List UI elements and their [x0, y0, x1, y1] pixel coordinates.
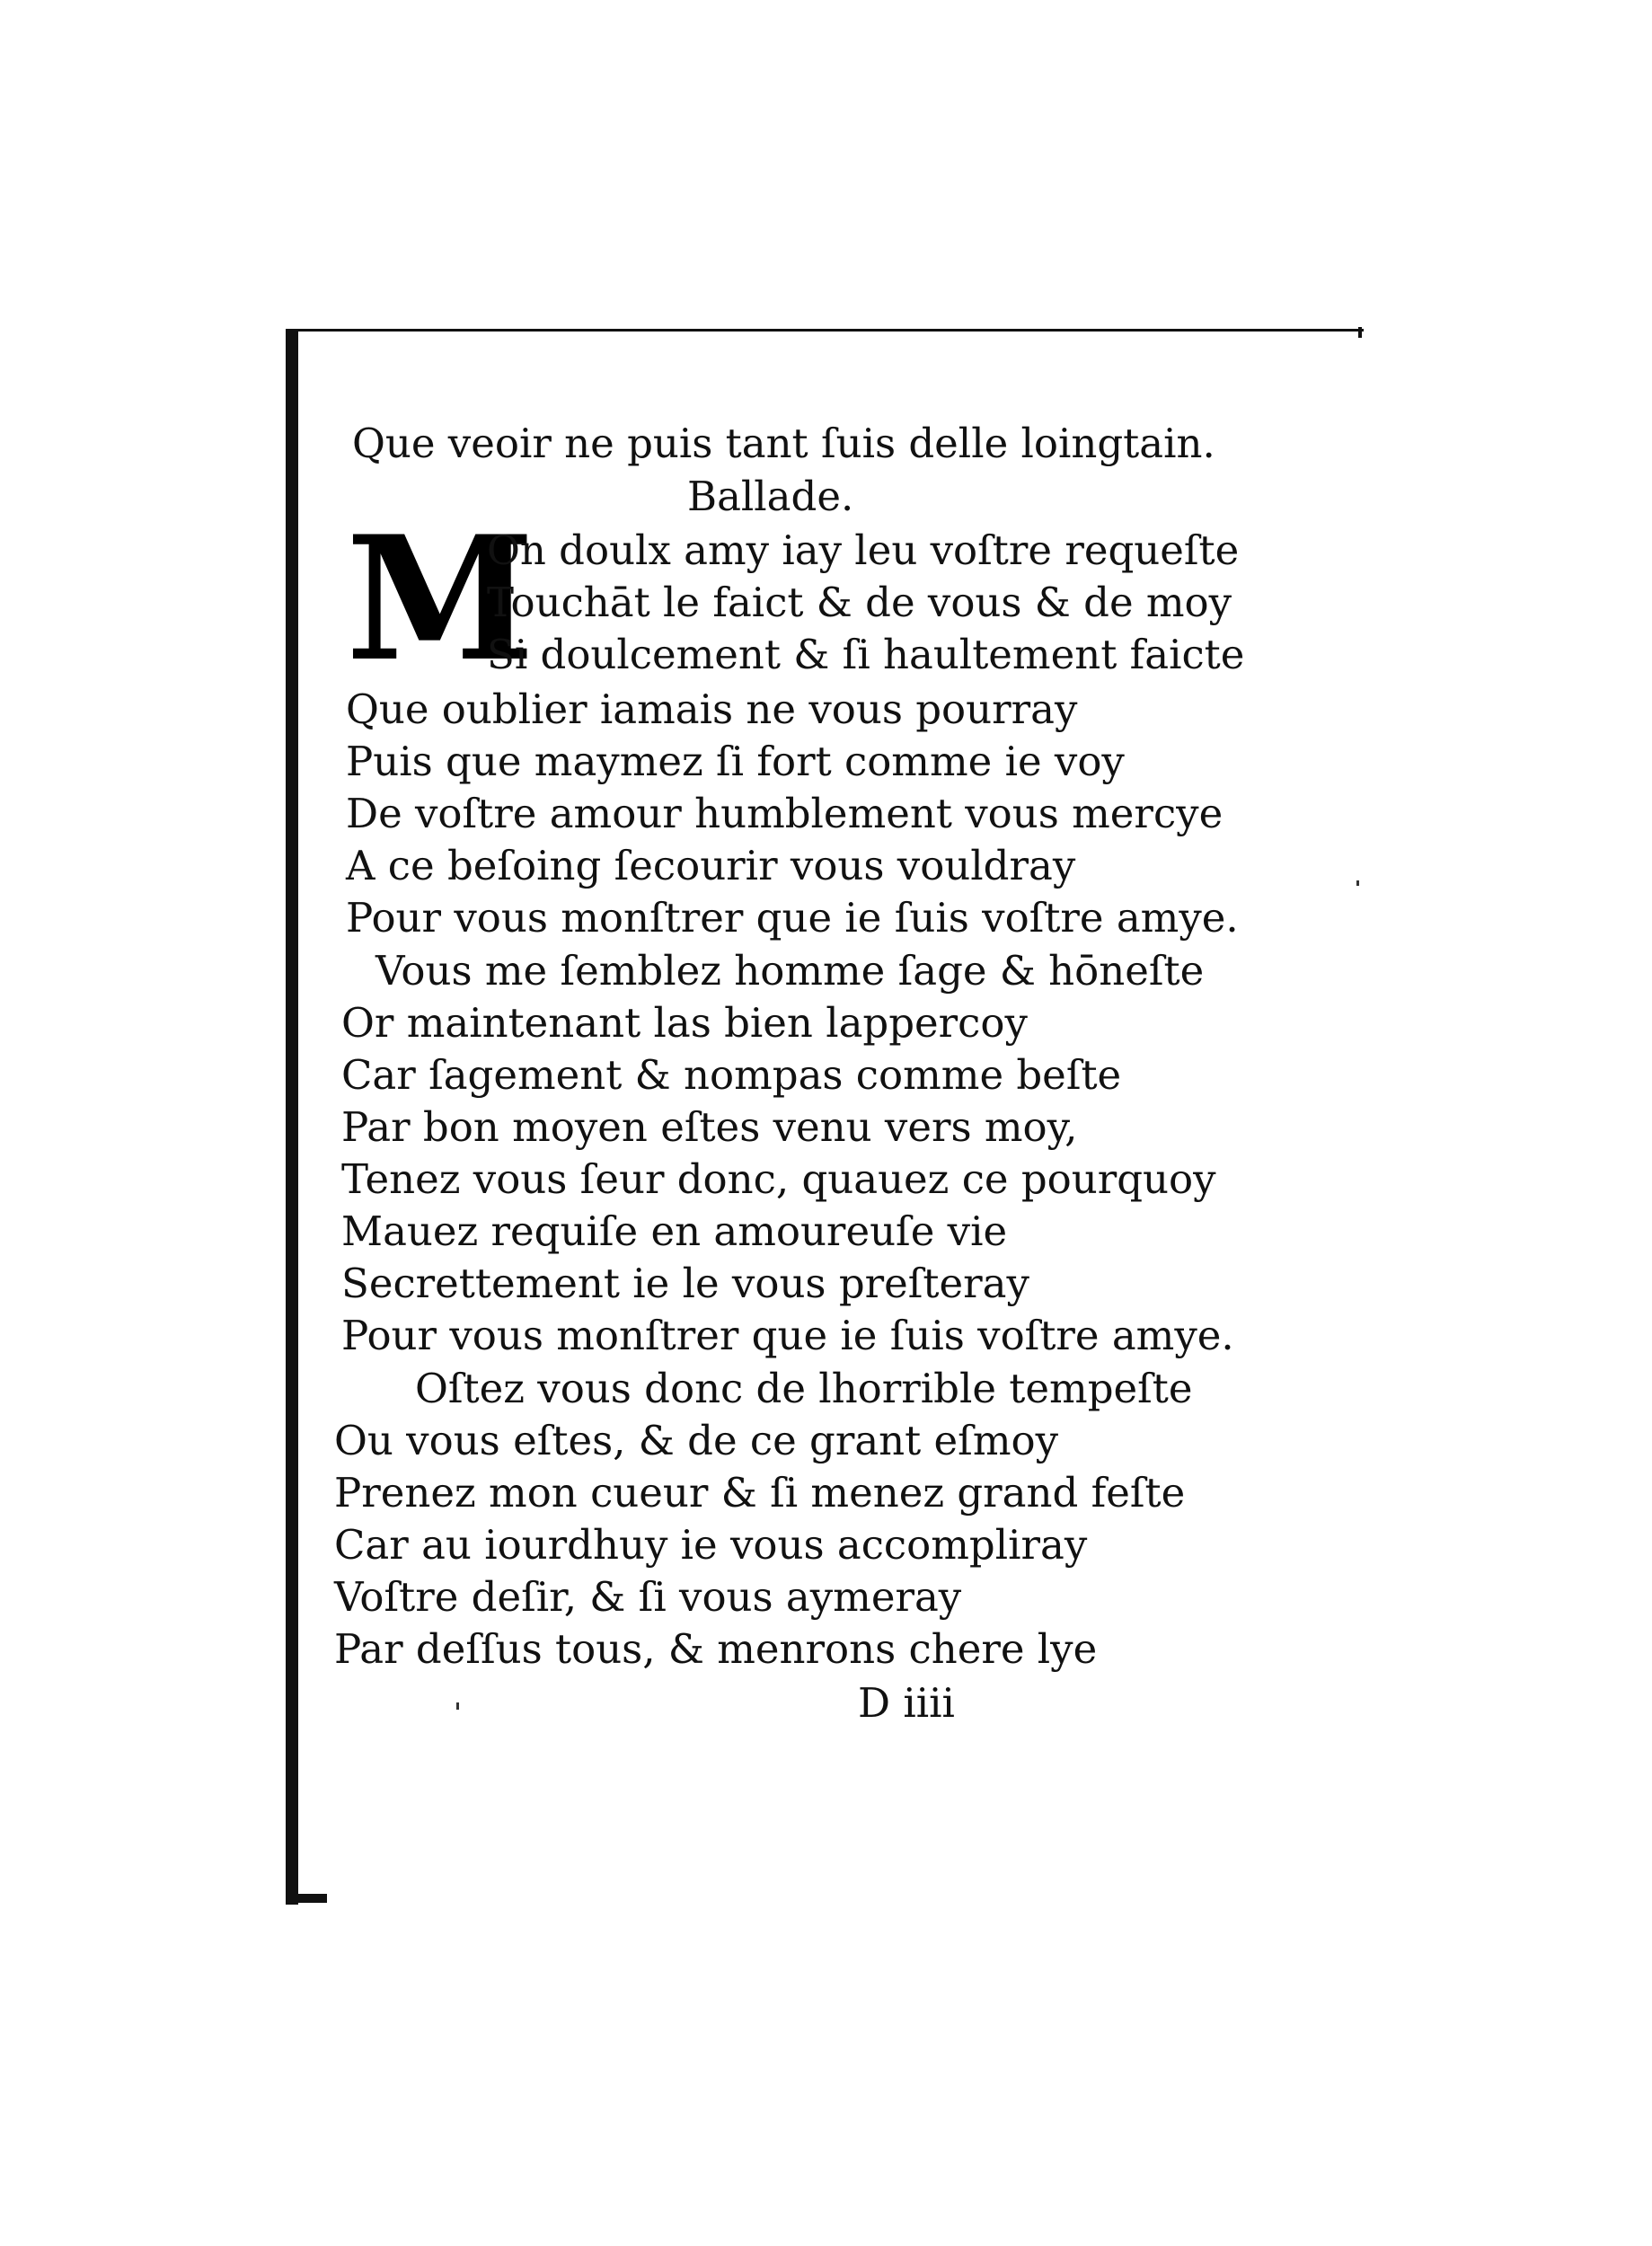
- page-border-tick: [1358, 327, 1362, 338]
- poem-line: On doulx amy iay leu voſtre requeſte: [487, 526, 1240, 574]
- signature-mark: D iiii: [858, 1679, 955, 1727]
- ink-speck: [1356, 880, 1359, 886]
- poem-line: Que oublier iamais ne vous pourray: [346, 685, 1078, 733]
- poem-line: Puis que maymez ſi fort comme ie voy: [346, 738, 1125, 785]
- poem-line: Par bon moyen eſtes venu vers moy,: [341, 1103, 1078, 1151]
- poem-line: Touchāt le faict & de vous & de moy: [487, 579, 1232, 626]
- poem-line: Or maintenant las bien lappercoy: [341, 999, 1028, 1047]
- poem-line: Prenez mon cueur & ſi menez grand feſte: [334, 1469, 1186, 1516]
- page-border-bottom: [286, 1894, 327, 1903]
- page-border-left: [286, 329, 298, 1905]
- ink-speck: [456, 1702, 459, 1710]
- poem-line: Car ſagement & nompas comme beſte: [341, 1051, 1122, 1099]
- poem-line: Secrettement ie le vous preſteray: [341, 1260, 1029, 1307]
- poem-line: Oſtez vous donc de lhorrible tempeſte: [415, 1365, 1193, 1412]
- poem-line: Vous me ſemblez homme ſage & hōneſte: [375, 947, 1205, 995]
- drop-cap: M: [346, 499, 535, 699]
- poem-line: Car au iourdhuy ie vous accompliray: [334, 1521, 1088, 1569]
- poem-first-line: Que veoir ne puis tant ſuis delle loingtain.: [352, 420, 1215, 467]
- poem-line: Voſtre deſir, & ſi vous aymeray: [334, 1573, 962, 1621]
- poem-line: Ou vous eſtes, & de ce grant eſmoy: [334, 1417, 1059, 1464]
- poem-line: Pour vous monſtrer que ie ſuis voſtre amye.: [346, 894, 1239, 942]
- poem-line: Pour vous monſtrer que ie ſuis voſtre amye.: [341, 1312, 1234, 1359]
- poem-line: A ce beſoing ſecourir vous vouldray: [346, 842, 1076, 889]
- poem-line: Par deſſus tous, & menrons chere lye: [334, 1625, 1098, 1673]
- poem-line: Mauez requiſe en amoureuſe vie: [341, 1207, 1008, 1255]
- poem-line: Tenez vous ſeur donc, quauez ce pourquoy: [341, 1155, 1216, 1203]
- section-heading: Ballade.: [687, 473, 854, 520]
- page-border-top: [286, 329, 1364, 332]
- poem-line: De voſtre amour humblement vous mercye: [346, 790, 1224, 837]
- poem-line: Si doulcement & ſi haultement faicte: [487, 631, 1245, 678]
